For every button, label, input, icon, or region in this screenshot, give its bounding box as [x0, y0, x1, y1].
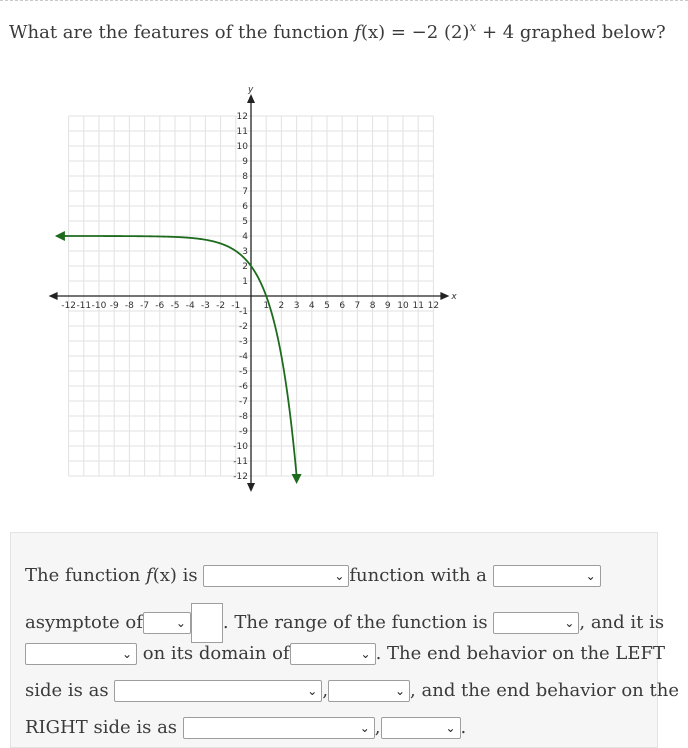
chevron-down-icon: ⌄: [564, 616, 575, 630]
line1-text-1: The function: [25, 565, 147, 586]
y-tick-label: -6: [239, 382, 248, 392]
asymptote-type-dropdown[interactable]: [493, 565, 601, 587]
x-tick-label: -9: [109, 301, 119, 311]
answer-line-1: [25, 563, 601, 589]
function-type-dropdown[interactable]: [203, 565, 349, 587]
y-tick-label: 4: [242, 232, 248, 242]
y-axis-up-arrow-icon: [247, 94, 255, 103]
chevron-down-icon: ⌄: [445, 721, 456, 735]
y-tick-label: 8: [242, 172, 248, 182]
x-tick-label: -4: [185, 301, 195, 311]
x-tick-label: 12: [427, 301, 440, 311]
y-tick-label: -11: [233, 457, 248, 467]
answer-line-5: [25, 715, 466, 741]
y-tick-label: -10: [233, 442, 248, 452]
question-exponent: x: [469, 20, 477, 34]
y-tick-label: 9: [242, 157, 248, 167]
x-tick-label: 5: [324, 301, 330, 311]
y-tick-label: -5: [239, 367, 248, 377]
x-axis-label: x: [451, 292, 457, 302]
right-end-x-dropdown[interactable]: [183, 717, 375, 739]
line2-text-3: , and it is: [579, 612, 665, 633]
asymptote-value-input[interactable]: [191, 603, 223, 643]
y-tick-label: -12: [233, 472, 248, 482]
y-axis-label: y: [248, 85, 254, 95]
question-func-name: f: [354, 22, 361, 43]
chevron-down-icon: ⌄: [121, 647, 132, 661]
x-tick-label: -1: [231, 301, 241, 311]
x-tick-label: 7: [354, 301, 361, 311]
y-tick-label: -4: [239, 352, 248, 362]
answer-panel: [10, 532, 679, 748]
line1-text-3: function with a: [349, 565, 487, 586]
chevron-down-icon: ⌄: [359, 721, 370, 735]
x-tick-label: -11: [76, 301, 92, 311]
line5-period: .: [460, 717, 467, 738]
y-tick-label: 2: [242, 262, 248, 272]
y-axis-down-arrow-icon: [247, 483, 255, 492]
x-tick-label: -3: [200, 301, 210, 311]
question-suffix: + 4 graphed below?: [476, 22, 666, 43]
left-end-x-dropdown[interactable]: [114, 680, 322, 702]
x-tick-label: 3: [293, 301, 300, 311]
x-axis-left-arrow-icon: [49, 292, 58, 300]
y-tick-label: 1: [242, 277, 248, 287]
question-prefix: What are the features of the function: [9, 22, 355, 43]
range-dropdown[interactable]: [493, 612, 579, 634]
curve-left-arrow-icon: [55, 231, 65, 241]
question-func-arg: (x): [360, 22, 386, 43]
chevron-down-icon: ⌄: [360, 647, 371, 661]
x-tick-label: 8: [369, 301, 376, 311]
x-tick-label: 9: [384, 301, 391, 311]
x-tick-label: 1: [263, 301, 270, 311]
x-tick-label: 10: [397, 301, 409, 311]
chevron-down-icon: ⌄: [334, 569, 345, 583]
line4-comma: ,: [322, 680, 329, 701]
line3-text-2: . The end behavior on the LEFT: [375, 643, 666, 664]
y-tick-label: 7: [242, 187, 248, 197]
y-tick-label: 3: [242, 247, 248, 257]
question-expression: = −2 (2): [385, 22, 470, 43]
line3-text-1: on its domain of: [142, 643, 290, 664]
y-tick-label: -8: [239, 412, 248, 422]
y-tick-label: -3: [239, 337, 248, 347]
chevron-down-icon: ⌄: [175, 616, 186, 630]
x-tick-label: -10: [91, 301, 107, 311]
x-tick-label: 11: [412, 301, 424, 311]
chevron-down-icon: ⌄: [394, 684, 406, 698]
x-tick-label: -12: [61, 301, 76, 311]
left-end-y-dropdown[interactable]: [328, 680, 410, 702]
y-tick-label: -7: [239, 397, 248, 407]
x-tick-label: 4: [308, 301, 315, 311]
chevron-down-icon: ⌄: [307, 684, 318, 698]
curve-down-arrow-icon: [292, 474, 302, 484]
domain-dropdown[interactable]: [290, 643, 376, 665]
y-tick-label: 12: [236, 112, 248, 122]
x-tick-label: -5: [170, 301, 180, 311]
y-tick-label: 11: [236, 127, 248, 137]
x-tick-label: 6: [339, 301, 346, 311]
line2-text-2: . The range of the function is: [222, 612, 488, 633]
y-tick-label: 5: [242, 217, 248, 227]
y-tick-label: -1: [239, 307, 248, 317]
line5-comma: ,: [374, 717, 381, 738]
line4-text-3: , and the end behavior on the: [410, 680, 679, 701]
answer-line-4: [25, 678, 679, 704]
line1-func-arg: (x): [152, 565, 177, 586]
asymptote-variable-dropdown[interactable]: [143, 612, 191, 634]
right-end-y-dropdown[interactable]: [381, 717, 461, 739]
y-tick-label: 6: [242, 202, 248, 212]
x-axis-right-arrow-icon: [440, 292, 449, 300]
y-tick-label: 10: [236, 142, 248, 152]
line1-text-2: is: [176, 565, 198, 586]
increasing-decreasing-dropdown[interactable]: [25, 643, 137, 665]
x-tick-label: -2: [216, 301, 226, 311]
line4-text-1: side is as: [25, 680, 109, 701]
line5-text-1: RIGHT side is as: [25, 717, 178, 738]
x-tick-label: 2: [278, 301, 285, 311]
x-tick-label: -7: [140, 301, 150, 311]
line1-func-name: f: [146, 565, 153, 586]
y-tick-label: -9: [239, 427, 248, 437]
answer-line-2: [25, 603, 665, 633]
chevron-down-icon: ⌄: [585, 569, 596, 583]
y-tick-label: -2: [239, 322, 248, 332]
answer-line-3: [25, 641, 665, 667]
x-tick-label: -8: [124, 301, 134, 311]
x-tick-label: -6: [155, 301, 165, 311]
line2-text-1: asymptote of: [25, 612, 143, 633]
